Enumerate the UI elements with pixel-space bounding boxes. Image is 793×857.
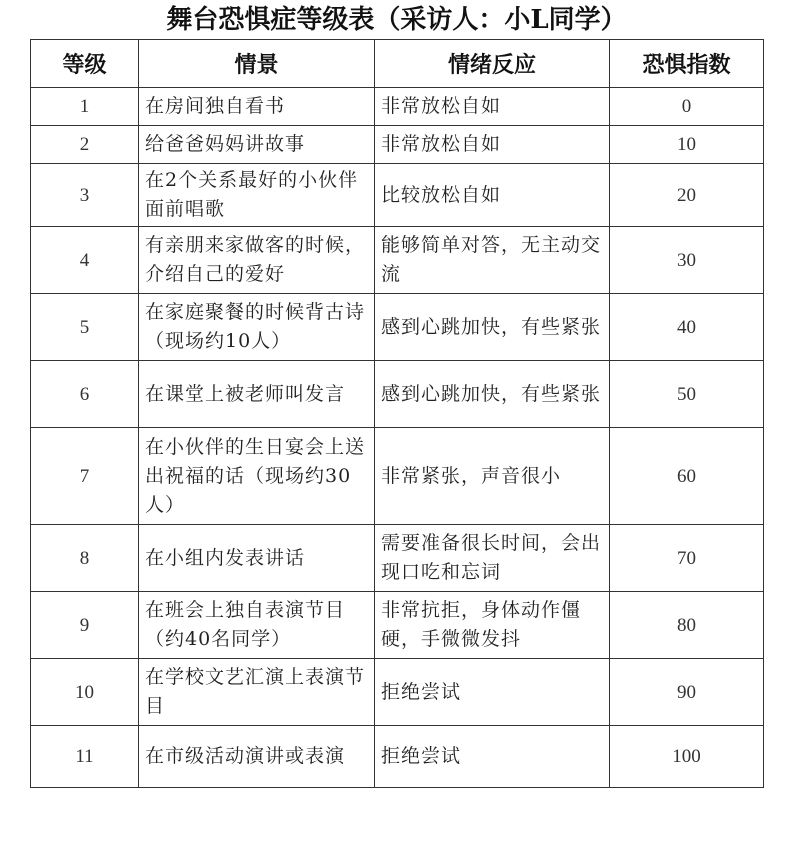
table-row <box>31 294 764 361</box>
cell-reaction: 非常放松自如 <box>375 126 610 164</box>
cell-reaction: 拒绝尝试 <box>375 659 610 726</box>
table-row <box>31 428 764 525</box>
table-row <box>31 88 764 126</box>
cell-reaction: 能够简单对答，无主动交流 <box>375 227 610 294</box>
header-level: 等级 <box>31 40 139 88</box>
header-row <box>31 40 764 88</box>
table-row <box>31 361 764 428</box>
cell-scene: 在班会上独自表演节目（约40名同学） <box>139 592 375 659</box>
cell-level: 1 <box>31 88 139 126</box>
cell-scene: 在房间独自看书 <box>139 88 375 126</box>
cell-level: 6 <box>31 361 139 428</box>
cell-scene: 在小组内发表讲话 <box>139 525 375 592</box>
cell-reaction: 需要准备很长时间，会出现口吃和忘词 <box>375 525 610 592</box>
cell-level: 2 <box>31 126 139 164</box>
cell-index: 50 <box>610 361 764 428</box>
table-row <box>31 227 764 294</box>
cell-reaction: 非常抗拒，身体动作僵硬，手微微发抖 <box>375 592 610 659</box>
cell-reaction: 拒绝尝试 <box>375 726 610 788</box>
cell-scene: 在小伙伴的生日宴会上送出祝福的话（现场约30人） <box>139 428 375 525</box>
cell-level: 9 <box>31 592 139 659</box>
header-index: 恐惧指数 <box>610 40 764 88</box>
cell-level: 5 <box>31 294 139 361</box>
cell-index: 0 <box>610 88 764 126</box>
cell-reaction: 感到心跳加快，有些紧张 <box>375 361 610 428</box>
cell-level: 10 <box>31 659 139 726</box>
cell-index: 30 <box>610 227 764 294</box>
cell-level: 3 <box>31 164 139 227</box>
cell-scene: 在2个关系最好的小伙伴面前唱歌 <box>139 164 375 227</box>
table-row <box>31 164 764 227</box>
cell-reaction: 感到心跳加快，有些紧张 <box>375 294 610 361</box>
fear-level-table <box>30 39 764 788</box>
table-row <box>31 659 764 726</box>
cell-reaction: 非常放松自如 <box>375 88 610 126</box>
cell-scene: 在课堂上被老师叫发言 <box>139 361 375 428</box>
cell-index: 60 <box>610 428 764 525</box>
cell-scene: 在学校文艺汇演上表演节目 <box>139 659 375 726</box>
table-row <box>31 592 764 659</box>
cell-scene: 有亲朋来家做客的时候，介绍自己的爱好 <box>139 227 375 294</box>
table-title: 舞台恐惧症等级表（采访人：小L同学） <box>166 5 627 35</box>
cell-scene: 在市级活动演讲或表演 <box>139 726 375 788</box>
table-row <box>31 126 764 164</box>
cell-reaction: 非常紧张，声音很小 <box>375 428 610 525</box>
cell-level: 4 <box>31 227 139 294</box>
cell-level: 7 <box>31 428 139 525</box>
cell-index: 40 <box>610 294 764 361</box>
cell-level: 11 <box>31 726 139 788</box>
cell-index: 90 <box>610 659 764 726</box>
cell-scene: 在家庭聚餐的时候背古诗（现场约10人） <box>139 294 375 361</box>
header-reaction: 情绪反应 <box>375 40 610 88</box>
cell-index: 10 <box>610 126 764 164</box>
header-scene: 情景 <box>139 40 375 88</box>
cell-index: 20 <box>610 164 764 227</box>
table-row <box>31 525 764 592</box>
cell-index: 70 <box>610 525 764 592</box>
cell-index: 80 <box>610 592 764 659</box>
cell-index: 100 <box>610 726 764 788</box>
cell-scene: 给爸爸妈妈讲故事 <box>139 126 375 164</box>
cell-reaction: 比较放松自如 <box>375 164 610 227</box>
cell-level: 8 <box>31 525 139 592</box>
table-row <box>31 726 764 788</box>
